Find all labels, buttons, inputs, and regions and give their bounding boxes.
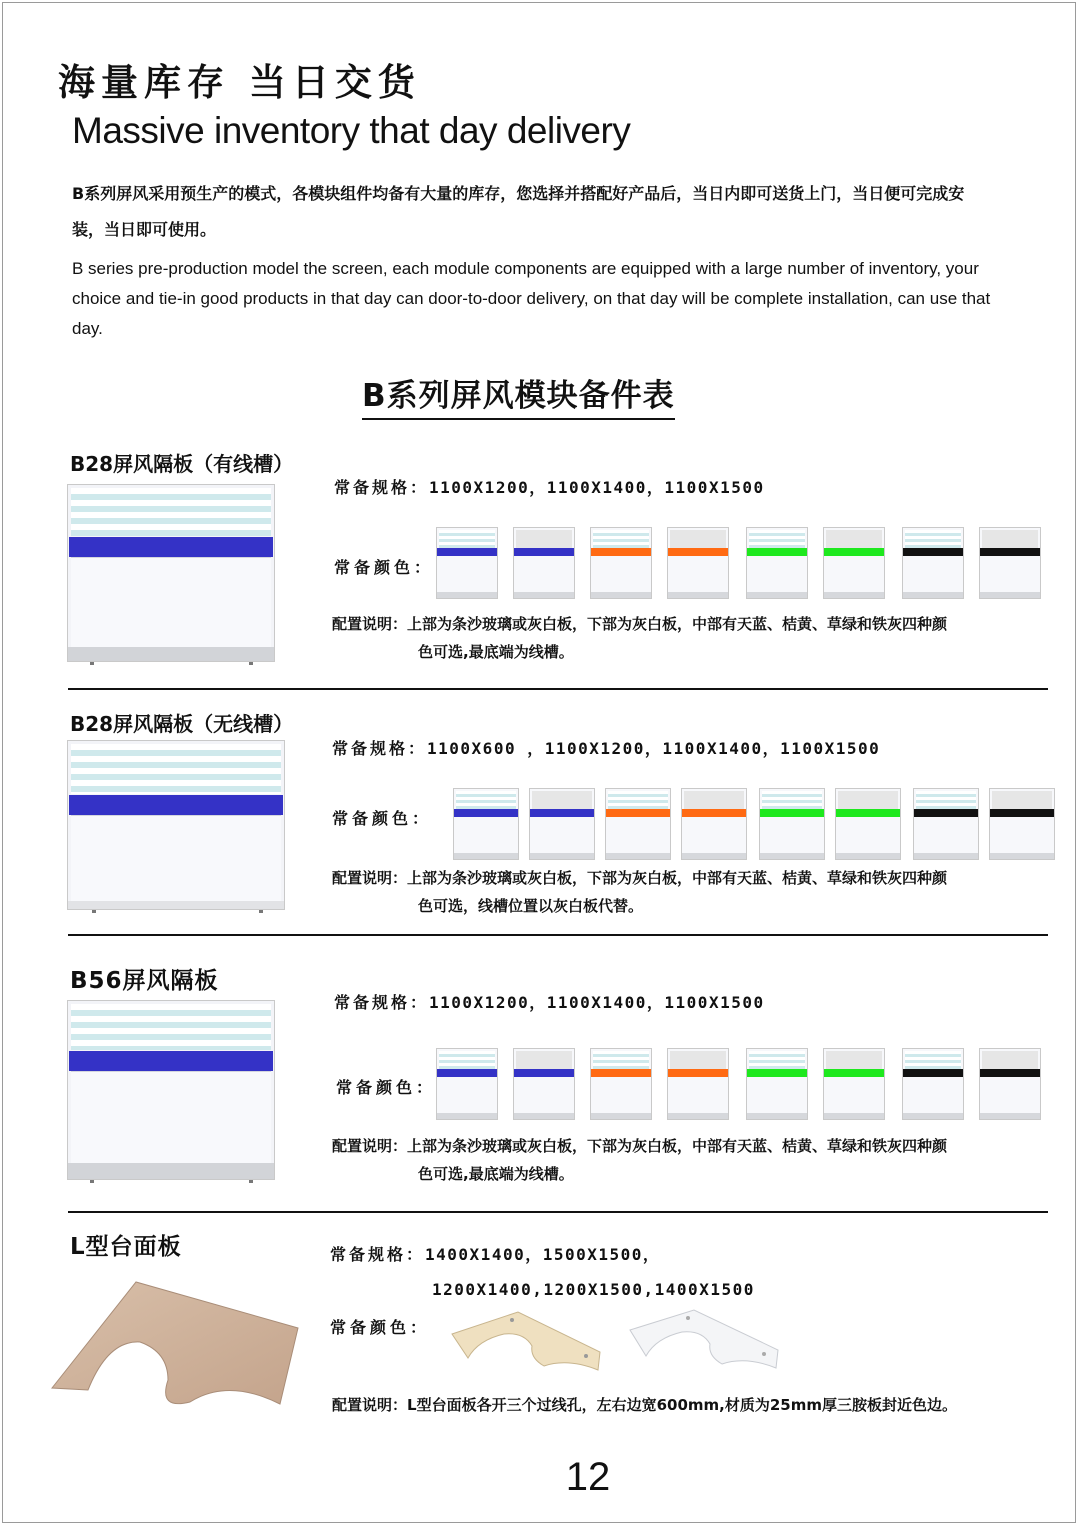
color-swatch [835,788,901,860]
color-swatch [453,788,519,860]
section-title: B28屏风隔板（有线槽） [70,452,294,476]
page-number: 12 [560,1455,616,1500]
screen-panel-image [67,484,275,662]
section-divider [68,934,1048,936]
section-title: B56屏风隔板 [70,968,219,994]
parts-table-title: B系列屏风模块备件表 [362,370,675,420]
screen-panel-image [67,740,285,910]
color-swatch [667,527,729,599]
color-swatch [979,1048,1041,1120]
color-swatch [681,788,747,860]
color-swatch [513,1048,575,1120]
spec-line: 常备规格：1100X600 ，1100X1200，1100X1400，1100X1500 [332,739,881,758]
color-swatch [746,1048,808,1120]
config-note: 配置说明：上部为条沙玻璃或灰白板，下部为灰白板，中部有天蓝、桔黄、草绿和铁灰四种颜 色可选，线槽位置以灰白板代替。 [332,869,948,915]
screen-panel-image [67,1000,275,1180]
page-title-en: Massive inventory that day delivery [72,110,631,151]
color-swatch [746,527,808,599]
spec-line: 常备规格：1100X1200，1100X1400，1100X1500 [334,993,765,1012]
white-desktop-swatch [626,1306,786,1372]
spec-line: 常备规格：1400X1400，1500X1500， [330,1245,661,1264]
intro-text-en: B series pre-production model the screen, each module components are equipped with a large number of inventory, your choice and tie-in good products in that day can door-to-door delivery, on that day will be complete installation, can use that day. [72,259,991,338]
color-swatch [590,527,652,599]
color-swatch [823,1048,885,1120]
color-label: 常备颜色： [334,558,435,577]
section-title: B28屏风隔板（无线槽） [70,712,294,736]
spec-line: 常备规格：1100X1200，1100X1400，1100X1500 [334,478,765,497]
color-swatch [902,1048,964,1120]
color-swatch [436,1048,498,1120]
section-title: L型台面板 [70,1234,182,1260]
color-swatch [913,788,979,860]
section-divider [68,688,1048,690]
color-swatch [902,527,964,599]
config-note: 配置说明：上部为条沙玻璃或灰白板，下部为灰白板，中部有天蓝、桔黄、草绿和铁灰四种颜 色可选,最底端为线槽。 [332,1137,948,1183]
intro-text-cn: B系列屏风采用预生产的模式，各模块组件均备有大量的库存，您选择并搭配好产品后，当日内即可送货上门，当日便可完成安装，当日即可使用。 [72,184,965,239]
section-divider [68,1211,1048,1213]
config-note: 配置说明：上部为条沙玻璃或灰白板，下部为灰白板，中部有天蓝、桔黄、草绿和铁灰四种颜 色可选,最底端为线槽。 [332,615,948,661]
color-swatch [436,527,498,599]
config-note: 配置说明：L型台面板各开三个过线孔，左右边宽600mm,材质为25mm厚三胺板封近色边。 [332,1396,957,1414]
spec-line-2: 1200X1400,1200X1500,1400X1500 [432,1280,755,1299]
maple-desktop-swatch [448,1306,608,1372]
color-swatch [989,788,1055,860]
color-label: 常备颜色： [336,1078,437,1097]
l-desktop-image [48,1280,304,1410]
color-swatch [667,1048,729,1120]
color-swatch [823,527,885,599]
color-swatch [759,788,825,860]
color-swatch [513,527,575,599]
color-swatch [979,527,1041,599]
color-swatch [605,788,671,860]
color-swatch [590,1048,652,1120]
page-title-cn: 海量库存 当日交货 [58,61,421,104]
color-label: 常备颜色： [330,1318,431,1337]
color-label: 常备颜色： [332,809,433,828]
color-swatch [529,788,595,860]
